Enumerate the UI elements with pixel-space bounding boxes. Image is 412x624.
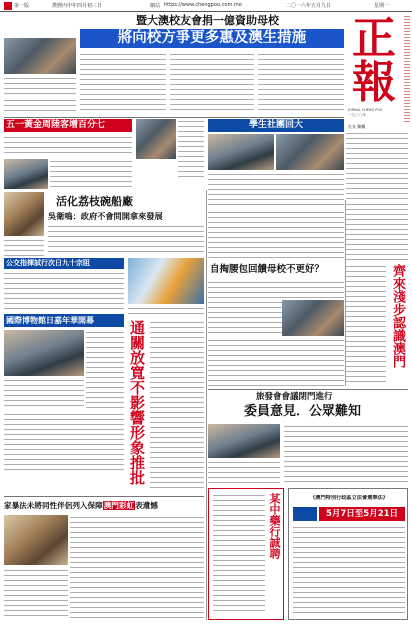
lychee-kicker: 活化荔枝碗船廠: [56, 195, 133, 208]
museum-photo: [4, 330, 84, 376]
lychee-headline: 吳衛鳴：政府不會問開拿來發展: [48, 211, 163, 221]
assembly-photo: [282, 300, 344, 336]
lunar-date: 農曆丙申年四月初三日: [52, 3, 103, 9]
vertical-story-body: [150, 320, 204, 490]
publication-date: 二〇一六年五月九日: [286, 3, 332, 9]
museum-body-2: [4, 378, 84, 410]
column-rule: [345, 200, 346, 386]
notice-dates: 5月7日至5月21日: [319, 507, 405, 521]
youth-body: [208, 172, 344, 208]
divider: [4, 117, 344, 118]
column-rule: [206, 190, 207, 620]
lead-body-col-4: [258, 52, 344, 114]
notice-body: [293, 525, 405, 617]
family-law-highlight: 澳門彩虹: [103, 501, 135, 510]
tourism-body-2: [208, 460, 280, 484]
tourism-kicker: 旅發會會議閉門進行: [256, 392, 333, 402]
masthead-pinyin: JORNAL CHENG POU: [348, 108, 383, 112]
hiring-ad-title: 某中藥行誠聘: [268, 493, 281, 559]
lead-photo: [4, 38, 76, 74]
gold-week-body-2: [50, 159, 132, 189]
qi-lai-headline: 齊來淺步認識澳門: [390, 264, 405, 368]
youth-headline: 學生社團回大: [208, 119, 344, 132]
lead-body-col-3: [170, 52, 254, 114]
family-law-headline: [4, 499, 204, 512]
left-column-body: [4, 412, 124, 472]
right-column-body: [346, 202, 408, 262]
student-body: [178, 119, 204, 179]
weekday: 星期一: [374, 3, 390, 9]
family-law-tail: 表遺憾: [135, 501, 158, 510]
tourism-body: [284, 424, 408, 484]
wu-weiming-portrait: [4, 192, 44, 236]
hiring-ad: [208, 488, 284, 620]
lychee-body: [48, 224, 204, 256]
masthead-char-2: 報: [352, 57, 396, 108]
masthead-founder: 社長 陳鵬: [348, 124, 366, 129]
museum-caption: [128, 306, 204, 316]
museum-body: [86, 330, 124, 410]
tourism-photo: [208, 424, 280, 458]
lead-body-col-2: [80, 52, 166, 114]
election-notice: [288, 488, 408, 620]
masthead-info-text: [346, 131, 408, 199]
notice-title: 《澳門特別行政區立法會選舉法》: [310, 495, 388, 501]
hiring-ad-body: [213, 493, 265, 615]
lead-kicker: 暨大澳校友會捐一億資助母校: [136, 14, 279, 27]
family-law-body: [70, 515, 204, 619]
vertical-headline: 通關放寬不影響形象推批: [128, 320, 146, 485]
gold-week-headline: 五一黃金周陸客增百分七: [4, 119, 132, 132]
middle-top-body: [208, 210, 344, 260]
bus-body: [4, 271, 124, 311]
bus-headline: 公交指揮試行次日九十宗阻: [4, 258, 124, 269]
divider: [4, 496, 204, 497]
page-number-badge: [4, 2, 12, 10]
page-label: 第一版: [14, 3, 30, 9]
lead-body-col-1: [4, 98, 76, 114]
notice-badge: [293, 507, 317, 521]
family-law-text: 家暴法未將同性伴侶列入保障: [4, 501, 103, 510]
top-header: [0, 0, 412, 12]
gold-week-body: [4, 135, 132, 157]
family-law-body-2: [4, 568, 68, 619]
masthead: [346, 14, 408, 122]
self-help-headline: 自掏腰包回饋母校不更好？: [210, 264, 325, 275]
museum-stage-photo: [128, 258, 204, 304]
tourism-headline: 委員意見．公眾難知: [244, 404, 362, 419]
self-help-body-2: [208, 338, 344, 386]
divider: [208, 389, 408, 390]
lead-headline: 將向校方爭更多惠及澳生措施: [80, 29, 344, 48]
masthead-issue: 一九三八年: [348, 113, 366, 117]
family-law-photo: [4, 515, 68, 565]
museum-headline: 國際博物館日嘉年華開幕: [4, 314, 124, 327]
youth-photo-1: [208, 134, 274, 170]
lychee-body-2: [4, 238, 44, 256]
tourist-photo: [4, 159, 48, 189]
student-portrait: [136, 119, 176, 159]
masthead-char-1: 正: [352, 13, 396, 64]
website-url[interactable]: https://www.chengpou.com.mo: [164, 2, 242, 8]
youth-photo-2: [276, 134, 344, 170]
qi-lai-body: [346, 264, 386, 384]
masthead-side-strip: [404, 14, 410, 124]
website-label: 網站: [150, 3, 161, 9]
lead-caption: [4, 76, 76, 96]
